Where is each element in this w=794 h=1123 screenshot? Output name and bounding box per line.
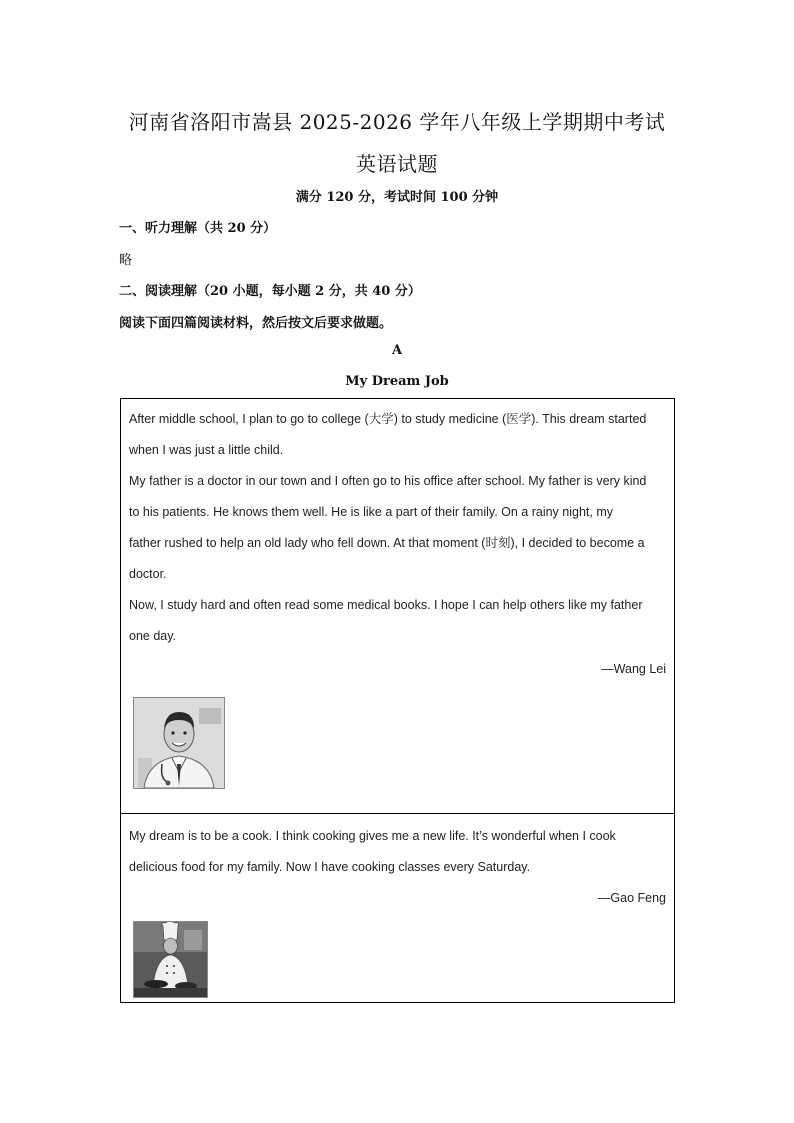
entry2-line: My dream is to be a cook. I think cooking gives me a new life. It’s wonderful when I cook: [129, 829, 616, 843]
doctor-photo-icon: [133, 697, 225, 789]
entry1-line: father rushed to help an old lady who fell down. At that moment (时刻), I decided to become a: [129, 536, 645, 550]
entry1-line: to his patients. He knows them well. He is like a part of their family. On a rainy night, my: [129, 505, 613, 519]
exam-subtitle: 满分 120 分，考试时间 100 分钟: [295, 190, 499, 205]
entry2-signature: —Gao Feng: [597, 891, 666, 905]
entry1-line: My father is a doctor in our town and I often go to his office after school. My father is very kind: [129, 474, 647, 488]
entry1-line: doctor.: [129, 567, 167, 581]
exam-title-line2: 英语试题: [356, 152, 438, 176]
reading-heading: 二、阅读理解（20 小题，每小题 2 分，共 40 分）: [119, 284, 421, 299]
entry1-line: one day.: [129, 629, 177, 643]
exam-title-line1: 河南省洛阳市嵩县 2025-2026 学年八年级上学期期中考试: [128, 110, 666, 134]
entry1-text: [129, 404, 666, 652]
entry-box-wang-lei: [120, 398, 675, 814]
entry1-signature: —Wang Lei: [601, 662, 666, 676]
entry1-line: After middle school, I plan to go to college (大学) to study medicine (医学). This dream started: [129, 412, 647, 426]
reading-instruction: 阅读下面四篇阅读材料，然后按文后要求做题。: [119, 316, 393, 331]
passage-label: A: [391, 343, 403, 358]
listening-heading: 一、听力理解（共 20 分）: [119, 221, 277, 236]
passage-title: My Dream Job: [345, 374, 449, 389]
entry1-line: Now, I study hard and often read some medical books. I hope I can help others like my father: [129, 598, 643, 612]
entry-box-gao-feng: [120, 813, 675, 1003]
entry1-line: when I was just a little child.: [129, 443, 284, 457]
entry2-text: [129, 821, 666, 883]
listening-note: 略: [119, 253, 133, 268]
chef-photo-icon: [133, 921, 208, 998]
entry2-line: delicious food for my family. Now I have cooking classes every Saturday.: [129, 860, 531, 874]
